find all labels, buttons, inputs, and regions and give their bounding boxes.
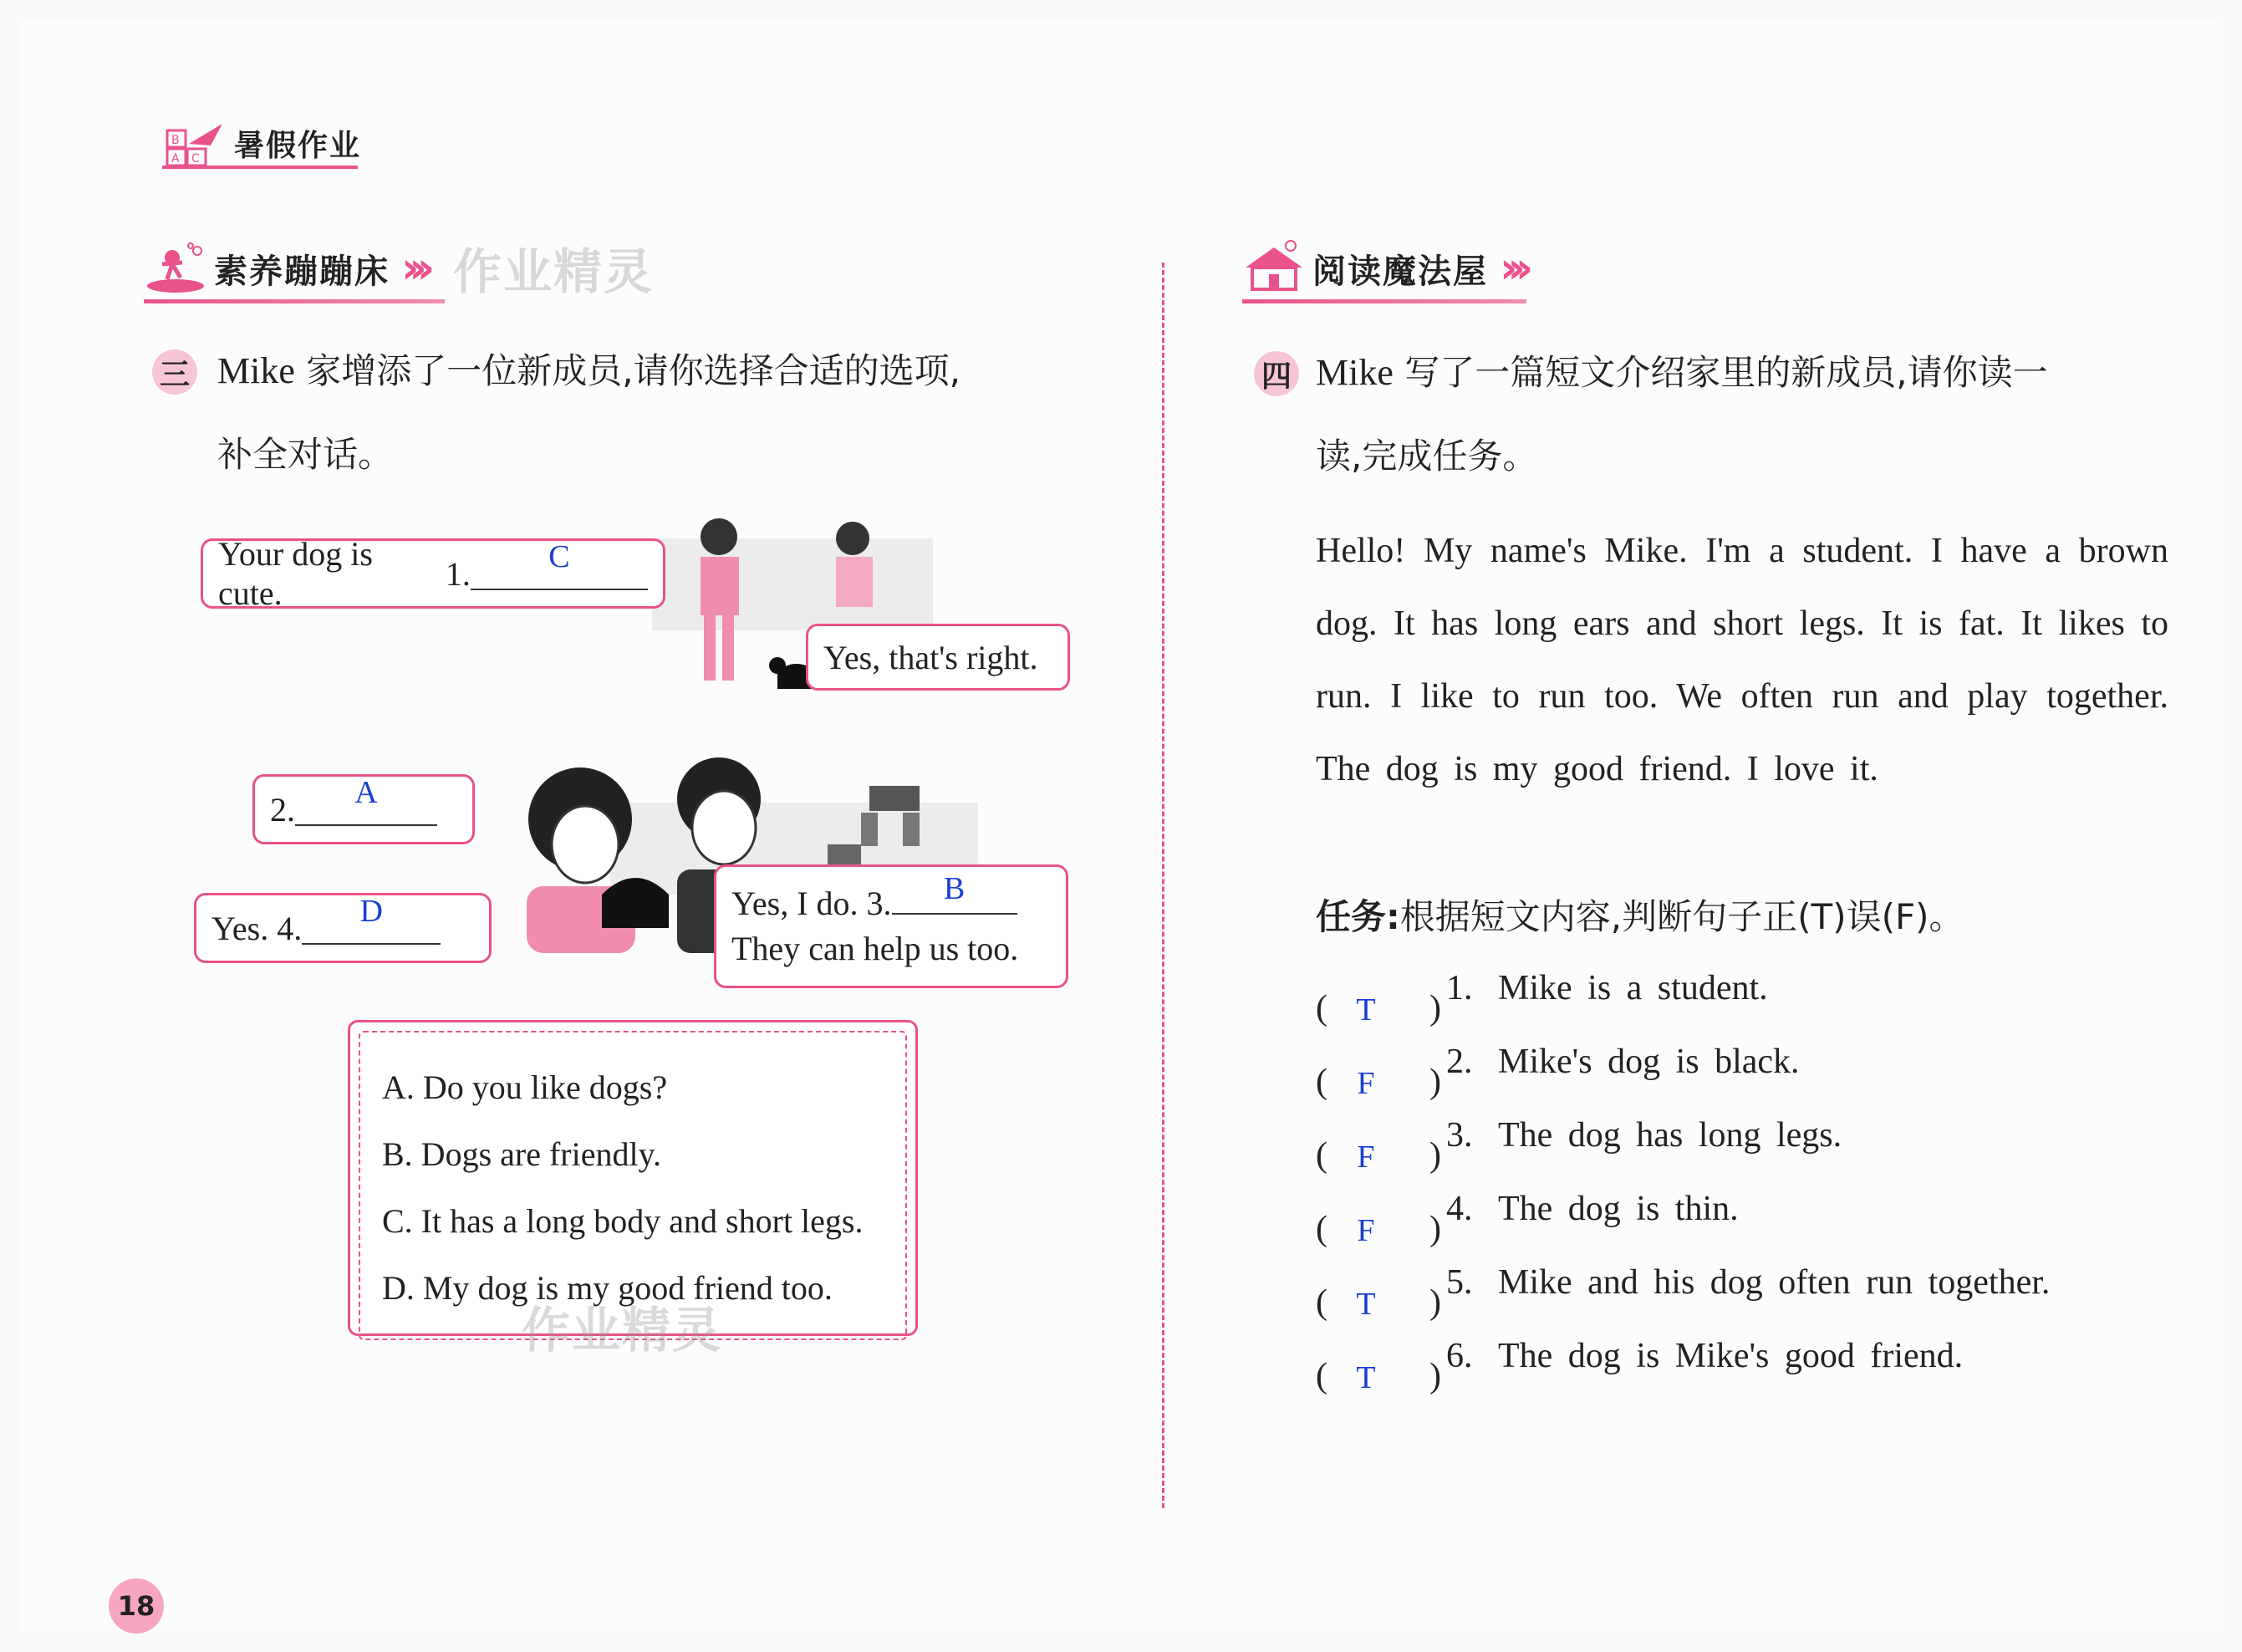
- left-section-header: [142, 239, 425, 298]
- option-d: D. My dog is my good friend too.: [382, 1269, 833, 1307]
- right-section-header: [1241, 239, 1523, 298]
- judgment-number: 3.: [1446, 1116, 1473, 1155]
- bubble-5-line1: Yes, I do.: [731, 885, 859, 922]
- judgment-list: [1316, 951, 2185, 1393]
- blank-1-number: 1.: [445, 554, 471, 593]
- right-section-title: 阅读魔法屋: [1312, 252, 1488, 291]
- question-prompt: [1316, 331, 2177, 498]
- answer-4: D: [359, 894, 383, 929]
- chevron-right-icon: ›››: [401, 243, 425, 293]
- right-section-underline: [1242, 299, 1526, 303]
- svg-text:B: B: [171, 134, 180, 147]
- answer-blank-3[interactable]: [892, 871, 1017, 915]
- task-label: 任务:: [1316, 896, 1400, 937]
- judgment-item: ( T ) 1. Mike is a student.: [1316, 969, 1768, 1027]
- answer-2: A: [354, 775, 378, 810]
- svg-text:A: A: [171, 152, 180, 166]
- blank-2-number: 2.: [270, 790, 295, 829]
- workbook-page: [20, 20, 2222, 1632]
- task-instruction: [1316, 890, 1964, 940]
- speech-bubble-2: [806, 624, 1070, 691]
- page-divider: [1162, 263, 1164, 1508]
- judgment-number: 6.: [1446, 1337, 1473, 1375]
- chevron-right-icon: ›››: [1500, 243, 1524, 293]
- question-prompt-line1: 家增添了一位新成员,请你选择合适的选项,: [294, 350, 960, 391]
- speech-bubble-5: [714, 864, 1068, 988]
- question-prompt: [217, 329, 1095, 497]
- answer-blank-4[interactable]: [302, 894, 441, 945]
- bubble-5-line2: They can help us too.: [731, 930, 1019, 967]
- question-prompt-line2: 读,完成任务。: [1316, 436, 1538, 477]
- header-rule: [162, 166, 358, 169]
- watermark-text-2: 作业精灵: [522, 1302, 723, 1359]
- judgment-number: 4.: [1446, 1190, 1473, 1228]
- brand-title: 暑假作业: [234, 128, 362, 163]
- answer-3: B: [943, 871, 966, 906]
- question-prompt-line2: 补全对话。: [217, 434, 394, 475]
- left-section-title: 素养蹦蹦床: [214, 252, 390, 291]
- judgment-answer: F: [1357, 1213, 1375, 1248]
- judgment-item: ( F ) 3. The dog has long legs.: [1316, 1116, 1842, 1175]
- abc-blocks-logo-icon: [164, 119, 227, 167]
- watermark-text: 作业精灵: [453, 243, 655, 300]
- option-a: A. Do you like dogs?: [382, 1068, 668, 1106]
- option-c: C. It has a long body and short legs.: [382, 1202, 864, 1240]
- options-box: [348, 1020, 918, 1336]
- judgment-answer: F: [1357, 1140, 1375, 1175]
- bubble-2-text: Yes, that's right.: [823, 638, 1038, 676]
- question-number-badge: 三: [152, 349, 197, 395]
- bubble-1-text: Your dog is cute.: [218, 535, 373, 612]
- judgment-answer: T: [1356, 1287, 1376, 1322]
- judgment-number: 1.: [1446, 969, 1473, 1007]
- house-icon: [1241, 239, 1307, 298]
- judgment-text: The dog has long legs.: [1498, 1116, 1842, 1155]
- question-prompt-name: Mike: [1316, 352, 1394, 393]
- svg-text:C: C: [191, 152, 200, 166]
- judgment-item: ( F ) 2. Mike's dog is black.: [1316, 1043, 1800, 1101]
- reading-passage: Hello! My name's Mike. I'm a student. I have a brown dog. It has long ears and short legs. It is fat. It likes to run. I like to run too. We often run and play together. The dog is my good friend. I love it.: [1316, 532, 2168, 788]
- speech-bubble-3: [252, 774, 475, 844]
- bubble-4-text: Yes.: [211, 909, 269, 947]
- answer-blank-1[interactable]: [471, 539, 648, 590]
- task-text: 根据短文内容,判断句子正(T)误(F)。: [1399, 896, 1964, 937]
- option-b: B. Dogs are friendly.: [382, 1135, 661, 1173]
- trampoline-icon: [142, 239, 209, 298]
- question-prompt-name: Mike: [217, 350, 295, 391]
- speech-bubble-1: [201, 535, 665, 612]
- judgment-item: ( F ) 4. The dog is thin.: [1316, 1190, 1739, 1248]
- judgment-text: Mike is a student.: [1498, 969, 1768, 1007]
- judgment-text: The dog is thin.: [1498, 1190, 1739, 1228]
- answer-1: C: [548, 539, 570, 574]
- judgment-number: 2.: [1446, 1043, 1473, 1081]
- page-number: 18: [109, 1578, 164, 1634]
- judgment-answer: T: [1356, 992, 1376, 1027]
- judgment-answer: T: [1356, 1360, 1376, 1395]
- judgment-answer: F: [1357, 1066, 1375, 1101]
- judgment-item: ( T ) 5. Mike and his dog often run together.: [1316, 1263, 2051, 1322]
- question-prompt-line1: 写了一篇短文介绍家里的新成员,请你读一: [1393, 352, 2048, 393]
- speech-bubble-4: [194, 893, 492, 963]
- blank-4-number: 4.: [277, 909, 303, 947]
- answer-blank-2[interactable]: [295, 775, 437, 826]
- blank-3-number: 3.: [866, 885, 892, 922]
- judgment-text: Mike's dog is black.: [1498, 1043, 1800, 1081]
- question-number-badge: 四: [1254, 351, 1299, 396]
- judgment-number: 5.: [1446, 1263, 1473, 1302]
- judgment-item: ( T ) 6. The dog is Mike's good friend.: [1316, 1337, 1964, 1395]
- judgment-text: Mike and his dog often run together.: [1498, 1263, 2051, 1302]
- judgment-text: The dog is Mike's good friend.: [1498, 1337, 1964, 1375]
- brand-header: [164, 119, 361, 167]
- left-section-underline: [144, 299, 445, 303]
